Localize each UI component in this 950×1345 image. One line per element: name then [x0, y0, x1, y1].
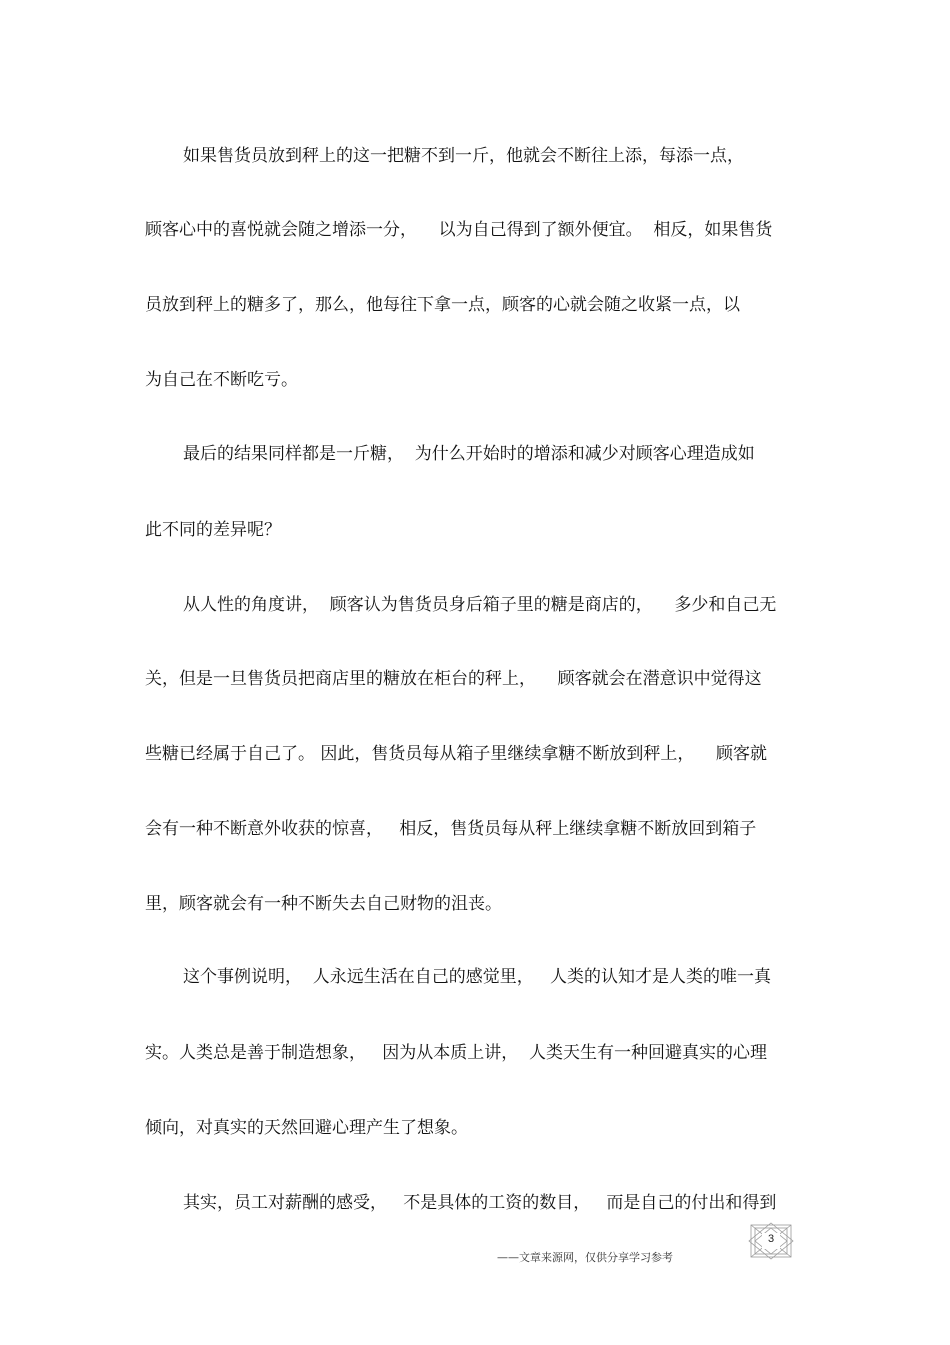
text-line-11: 里，顾客就会有一种不断失去自己财物的沮丧。	[145, 894, 502, 914]
text-line-7: 从人性的角度讲， 顾客认为售货员身后箱子里的糖是商店的， 多少和自己无	[183, 595, 777, 615]
text-line-6: 此不同的差异呢？	[145, 520, 281, 540]
text-line-13: 实。人类总是善于制造想象， 因为从本质上讲， 人类天生有一种回避真实的心理	[145, 1043, 768, 1063]
text-line-1: 如果售货员放到秤上的这一把糖不到一斤，他就会不断往上添，每添一点，	[183, 146, 744, 166]
text-line-2: 顾客心中的喜悦就会随之增添一分， 以为自己得到了额外便宜。 相反，如果售货	[145, 220, 773, 240]
footer-caption: ——文章来源网，仅供分享学习参考	[497, 1251, 673, 1264]
page-number: 3	[767, 1233, 775, 1245]
text-line-5: 最后的结果同样都是一斤糖， 为什么开始时的增添和减少对顾客心理造成如	[183, 444, 755, 464]
text-line-14: 倾向，对真实的天然回避心理产生了想象。	[145, 1118, 468, 1138]
text-line-15: 其实，员工对薪酬的感受， 不是具体的工资的数目， 而是自己的付出和得到	[183, 1193, 777, 1213]
page-number-badge	[747, 1222, 795, 1260]
text-line-9: 些糖已经属于自己了。 因此，售货员每从箱子里继续拿糖不断放到秤上， 顾客就	[145, 744, 768, 764]
text-line-10: 会有一种不断意外收获的惊喜， 相反，售货员每从秤上继续拿糖不断放回到箱子	[145, 819, 757, 839]
text-line-4: 为自己在不断吃亏。	[145, 370, 298, 390]
text-line-12: 这个事例说明， 人永远生活在自己的感觉里， 人类的认知才是人类的唯一真	[183, 967, 772, 987]
text-line-8: 关，但是一旦售货员把商店里的糖放在柜台的秤上， 顾客就会在潜意识中觉得这	[145, 669, 762, 689]
text-line-3: 员放到秤上的糖多了，那么，他每往下拿一点，顾客的心就会随之收紧一点，以	[145, 295, 740, 315]
